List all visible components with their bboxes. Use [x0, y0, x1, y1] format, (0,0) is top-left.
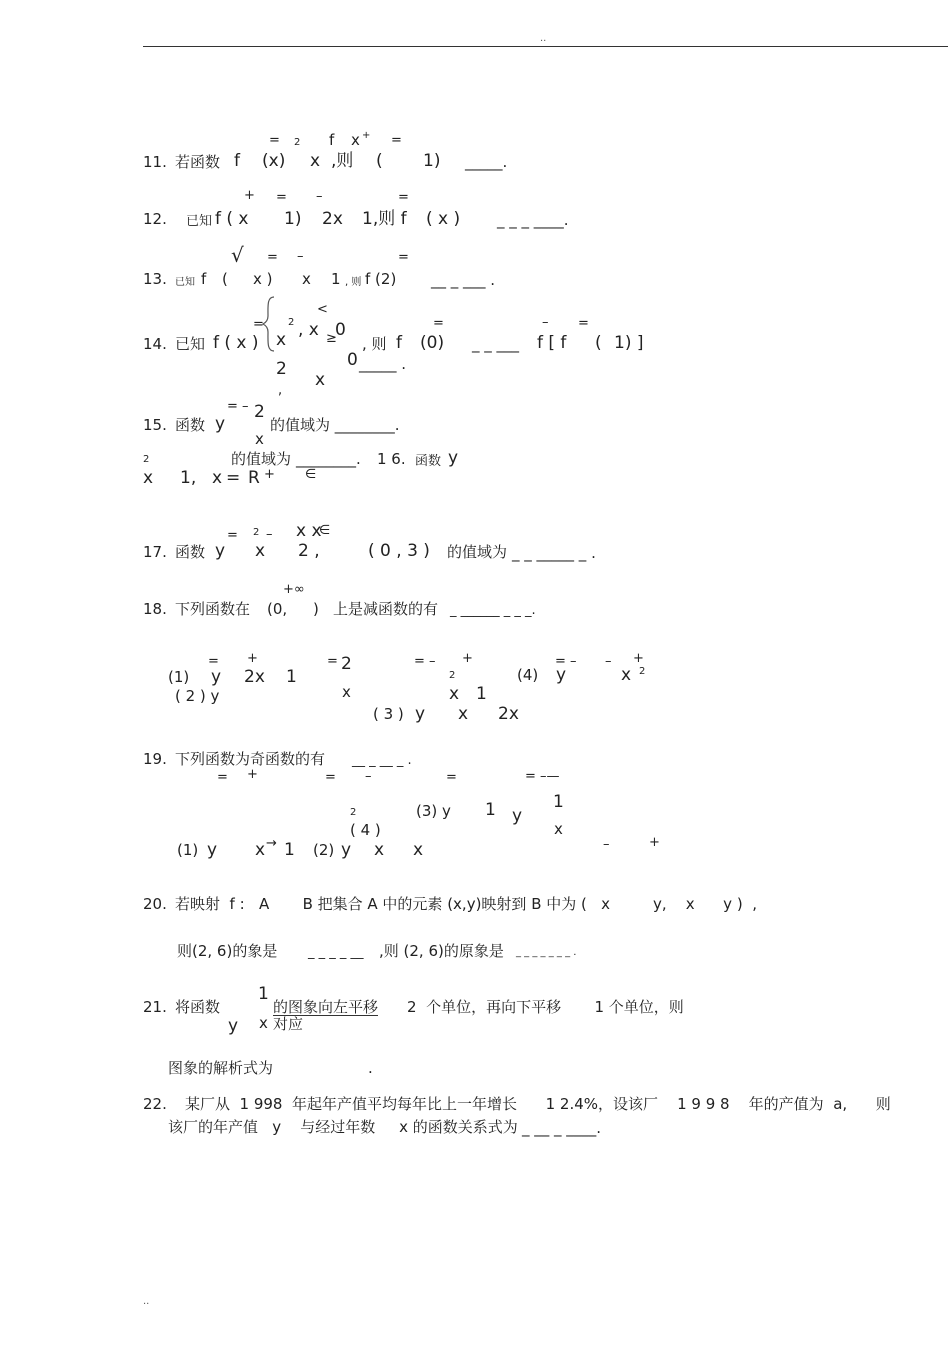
math-x: x [449, 684, 460, 704]
eq-sign: = [217, 770, 228, 785]
eq-sign: = [267, 250, 278, 265]
math-y: y [215, 414, 226, 434]
math-fx2: ( x ) [426, 209, 461, 229]
math-x: x [255, 541, 266, 561]
paren: ) [313, 600, 319, 618]
paren: ( [595, 333, 602, 353]
answer-blank: _ _ _____ _ . [512, 544, 596, 562]
eq-sign: = [208, 654, 219, 669]
superscript: 2 [288, 317, 295, 328]
question-text: 图象的解析式为 [168, 1059, 274, 1077]
math-xx: x x [296, 521, 322, 541]
math-f: f [201, 270, 207, 288]
math-fx: f ( x [215, 209, 249, 229]
question-number: 13. [143, 270, 167, 288]
eq-sign: = [253, 317, 264, 332]
answer-blank: _ _ ___ [472, 335, 520, 353]
question-number: 19. [143, 750, 167, 768]
math-y: y [215, 541, 226, 561]
math-two: 2 , [298, 541, 320, 561]
footer-mark: .. [143, 1296, 150, 1307]
question-number: 21. [143, 998, 167, 1016]
question-number: 20. [143, 895, 167, 913]
math-one: 1 [553, 792, 564, 812]
math-y: y [341, 840, 352, 860]
then-text: , 则 [345, 277, 362, 288]
option-1: (1) [168, 668, 190, 686]
math-one: 1 [485, 800, 496, 820]
minus-sign: – [542, 315, 549, 330]
math-x: x [621, 665, 632, 685]
minus-sign: – [605, 654, 612, 669]
math-f: f [329, 131, 335, 149]
math-f: f [234, 151, 240, 171]
eq-sign: = [276, 190, 287, 205]
option-3: ( 3 ) [373, 705, 404, 723]
question-text: 某厂从 1 998 年起年产值平均每年比上一年增长 1 2.4%，设该厂 1 9 9 8 年的产值为 a, 则 [185, 1095, 891, 1113]
math-one: 1 [476, 684, 487, 704]
question-text: 的图象向左平移 [273, 998, 379, 1016]
minus-sign: – [316, 189, 323, 204]
question-label: 函数 [175, 543, 206, 561]
math-two: 2 [341, 654, 352, 674]
math-x: x [315, 370, 326, 390]
arrow-icon: → [266, 836, 277, 851]
eq-sign: = [327, 654, 338, 669]
question-text: 上是减函数的有 [333, 600, 439, 618]
minus-sign: – [603, 837, 610, 852]
eq-sign: = –— [525, 769, 560, 784]
question-number: 15. [143, 416, 167, 434]
math-x: x [351, 131, 360, 149]
math-y: y [207, 840, 218, 860]
question-label: 函数 [175, 416, 206, 434]
math-x: x [255, 430, 264, 448]
plus-sign: + [462, 651, 473, 666]
known-label: 已知 [175, 277, 195, 288]
question-label: 若函数 [175, 153, 221, 171]
option-2: ( 2 ) y [175, 687, 220, 705]
math-y: y [415, 704, 426, 724]
math-x: x [302, 270, 311, 288]
question-number: 11. [143, 153, 167, 171]
paren: ( [222, 270, 228, 288]
question-text: 该厂的年产值 y 与经过年数 x 的函数关系式为 [168, 1118, 518, 1136]
plus-sign: + [362, 130, 371, 141]
math-f2: f (2) [365, 270, 397, 288]
question-text: 2 个单位，再向下平移 1 个单位，则 [407, 998, 684, 1016]
math-x: x [143, 468, 154, 488]
then-text: ,则 [331, 151, 354, 171]
eq-sign: = [446, 770, 457, 785]
math-rest: 1,则 f [362, 209, 407, 229]
header-mark: .. [540, 33, 547, 44]
paren: ( [376, 151, 383, 171]
math-cx: , x [298, 320, 319, 340]
answer-blank: __ _ __ _ . [352, 753, 412, 768]
eq-sign: = [325, 770, 336, 785]
math-x: x [458, 704, 469, 724]
then-text: , 则 [362, 335, 387, 353]
superscript: 2 [294, 137, 301, 148]
superscript: 2 [350, 807, 357, 818]
math-2x: 2x [244, 667, 265, 687]
comma: , [278, 383, 283, 398]
math-one: 1) [423, 151, 441, 171]
question-number: 1 6. [377, 450, 406, 468]
question-number: 22. [143, 1095, 167, 1113]
math-y: y [228, 1016, 239, 1036]
math-x: x [259, 1014, 268, 1032]
superscript: 2 [253, 527, 260, 538]
math-one: 1 [284, 840, 295, 860]
math-one: 1 [331, 270, 341, 288]
eq-sign: = [269, 133, 280, 148]
eq-sign: = [391, 133, 402, 148]
range-text: 的值域为 [447, 543, 508, 561]
math-y: y [512, 806, 523, 826]
math-x: x [413, 840, 424, 860]
math-y: y [211, 667, 222, 687]
ge-sign: ≥ [326, 331, 337, 346]
minus-sign: – [297, 249, 304, 264]
brace-icon [262, 296, 276, 352]
math-R: R [248, 468, 260, 488]
math-x: x ) [253, 270, 273, 288]
math-y: y [556, 665, 567, 685]
math-x: x [212, 468, 223, 488]
eq-sign: = – [414, 654, 436, 669]
plus-sign: + [247, 651, 258, 666]
question-label: 将函数 [175, 998, 221, 1016]
math-two: 2 [276, 359, 287, 379]
range-text: 的值域为 ________. [270, 416, 400, 434]
question-text: 则(2, 6)的象是 [177, 942, 278, 960]
math-f: f [396, 333, 402, 353]
superscript: 2 [143, 454, 150, 465]
math-one: 1) [284, 209, 302, 229]
eq-sign: = [433, 316, 444, 331]
option-3: (3) y [416, 802, 451, 820]
math-one: 1) ] [614, 333, 644, 353]
option-4: (4) [517, 666, 539, 684]
question-label: 已知 [175, 335, 206, 353]
answer-blank: _ __ _ ____. [522, 1119, 602, 1137]
answer-blank: _ _ _ ____. [497, 211, 569, 229]
answer-blank: _____ . [359, 355, 407, 373]
lt-sign: < [317, 302, 328, 317]
eq-sign: = – [555, 654, 577, 669]
minus-sign: – [266, 527, 273, 542]
answer-blank: ________. [296, 450, 361, 468]
superscript: 2 [449, 670, 456, 681]
option-4: ( 4 ) [350, 821, 381, 839]
math-x: x [342, 683, 351, 701]
question-label: 函数 [415, 454, 442, 469]
eq-sign: = [226, 468, 241, 488]
eq-sign: = [227, 528, 238, 543]
question-number: 17. [143, 543, 167, 561]
plus-sign: + [649, 835, 660, 850]
math-y: y [448, 448, 459, 468]
question-label: 下列函数为奇函数的有 [175, 750, 326, 768]
header-rule [143, 46, 948, 47]
answer-blank: _ _ _ _ _ _ _ . [516, 947, 577, 958]
question-label: 下列函数在 [175, 600, 251, 618]
superscript: 2 [639, 666, 646, 677]
minus-sign: – [365, 769, 372, 784]
math-2x: 2x [498, 704, 519, 724]
question-number: 18. [143, 600, 167, 618]
sqrt-icon: √ [231, 243, 244, 267]
math-f0: (0) [420, 333, 445, 353]
interval: (0, [267, 600, 288, 618]
answer-blank: __ _ ___ . [431, 271, 496, 289]
math-x: x [554, 820, 563, 838]
answer-blank: _____. [465, 153, 508, 171]
math-x: x [310, 151, 321, 171]
question-number: 14. [143, 335, 167, 353]
question-text: 对应 [273, 1015, 304, 1033]
math-fx: f ( x ) [213, 333, 259, 353]
option-1: (1) [177, 841, 199, 859]
question-text: ,则 (2, 6)的原象是 [379, 942, 504, 960]
math-2x: 2x [322, 209, 343, 229]
plus-sign: + [244, 188, 255, 203]
math-x: x [255, 840, 266, 860]
math-one: 1 [286, 667, 297, 687]
in-sign: ∈ [319, 523, 331, 538]
math-one: 1, [180, 468, 197, 488]
option-2: (2) [313, 841, 335, 859]
math-fx: (x) [262, 151, 286, 171]
math-ff: f [ f [537, 333, 567, 353]
math-x: x [276, 330, 287, 350]
infinity-sign: +∞ [283, 582, 305, 597]
math-zero: 0 [347, 350, 358, 370]
plus-sign: + [264, 467, 275, 482]
plus-sign: + [247, 767, 258, 782]
plus-sign: + [633, 651, 644, 666]
math-x: x [374, 840, 385, 860]
question-number: 12. [143, 210, 167, 228]
in-sign: ∈ [305, 467, 317, 482]
math-two: 2 [254, 402, 265, 422]
eq-sign: = [398, 250, 409, 265]
eq-sign: = [578, 316, 589, 331]
period: . [368, 1059, 373, 1077]
answer-blank: _ _ _ _ __ [308, 945, 364, 960]
question-text: 若映射 f : A B 把集合 A 中的元素 (x,y)映射到 B 中为 ( x y, x y ) , [175, 895, 757, 913]
known-label: 已知 [186, 214, 213, 229]
eq-sign: = [398, 190, 409, 205]
range-text: 的值域为 [231, 450, 292, 468]
math-zero: 0 [335, 320, 346, 340]
interval: ( 0 , 3 ) [368, 541, 430, 561]
eq-sign: = – [227, 399, 249, 414]
answer-blank: _ ______ _ _ _. [450, 603, 536, 618]
math-one: 1 [258, 984, 269, 1004]
